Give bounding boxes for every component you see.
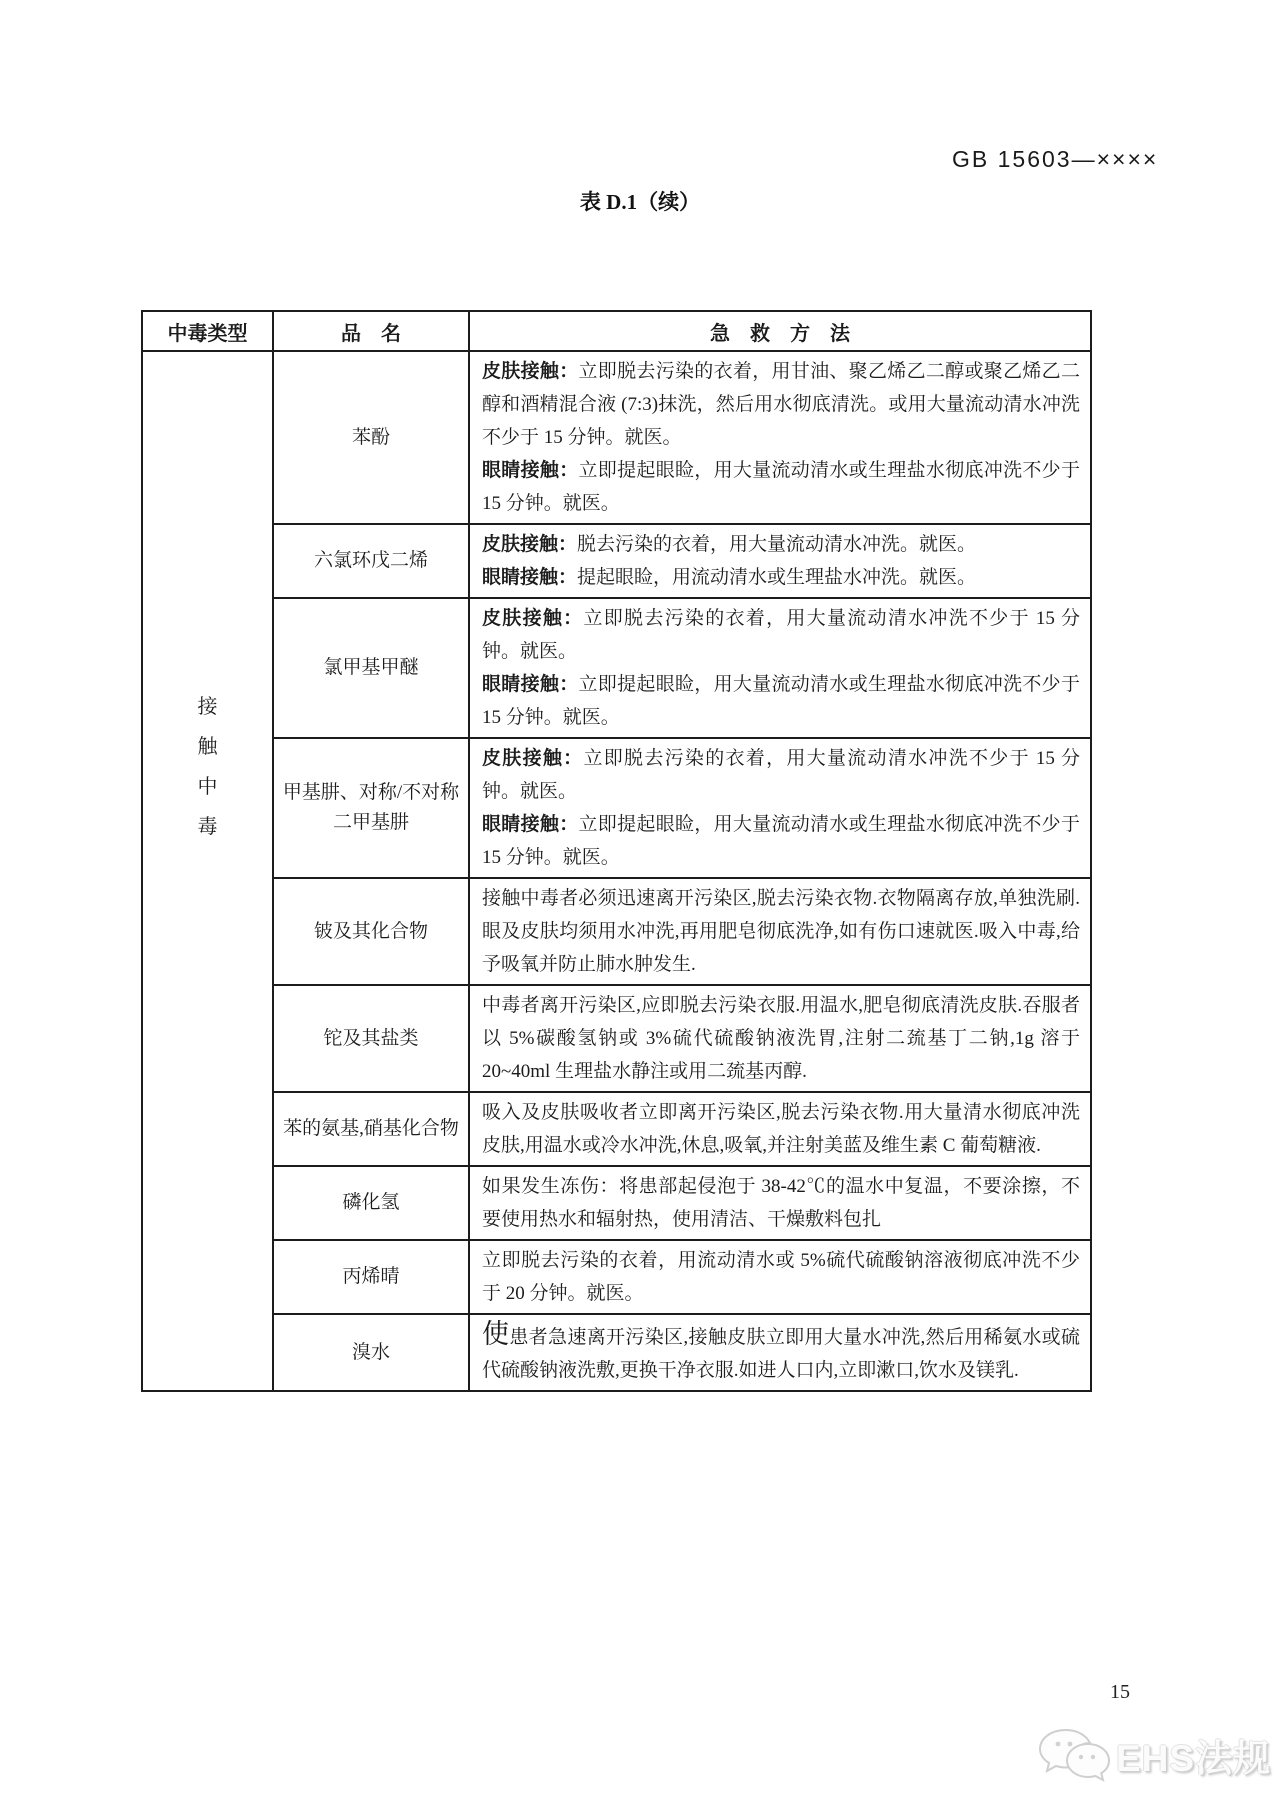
poison-table-body: [142, 351, 1091, 1391]
table-row: [142, 598, 1091, 738]
method-line: 眼睛接触：立即提起眼睑，用大量流动清水或生理盐水彻底冲洗不少于 15 分钟。就医。: [482, 674, 1080, 728]
table-row: [142, 1092, 1091, 1166]
poison-type-cell: [142, 351, 273, 1391]
substance-name: 磷化氢: [273, 1166, 469, 1240]
method-line: 接触中毒者必须迅速离开污染区,脱去污染衣物.衣物隔离存放,单独洗刷.眼及皮肤均须用水冲洗,再用肥皂彻底洗净,如有伤口速就医.吸入中毒,给予吸氧并防止肺水肿发生.: [482, 888, 1080, 975]
table-title: 表 D.1（续）: [579, 190, 701, 214]
wechat-icon: [1036, 1726, 1110, 1784]
method-line: 眼睛接触：提起眼睑，用流动清水或生理盐水冲洗。就医。: [482, 567, 977, 588]
first-aid-method: [469, 1166, 1091, 1240]
first-aid-method: [469, 351, 1091, 524]
first-aid-table: [141, 310, 1092, 1392]
method-line: 皮肤接触：立即脱去污染的衣着，用甘油、聚乙烯乙二醇或聚乙烯乙二醇和酒精混合液 (7:3)抹洗，然后用水彻底清洗。或用大量流动清水冲洗不少于 15 分钟。就医。: [482, 361, 1080, 448]
method-line: 眼睛接触：立即提起眼睑，用大量流动清水或生理盐水彻底冲洗不少于 15 分钟。就医。: [482, 814, 1080, 868]
first-aid-method: [469, 1314, 1091, 1391]
watermark-label: EHS法规: [1116, 1738, 1272, 1779]
poison-type-vertical-label: 接 触 中 毒: [197, 696, 218, 839]
method-line: 立即脱去污染的衣着，用流动清水或 5%硫代硫酸钠溶液彻底冲洗不少于 20 分钟。就医。: [482, 1250, 1080, 1304]
first-aid-method: [469, 1092, 1091, 1166]
header-first-aid-method: 急 救 方 法: [469, 311, 1091, 351]
method-line: 眼睛接触：立即提起眼睑，用大量流动清水或生理盐水彻底冲洗不少于 15 分钟。就医。: [482, 460, 1080, 514]
first-aid-method: [469, 524, 1091, 598]
table-row: [142, 524, 1091, 598]
method-line: 中毒者离开污染区,应即脱去污染衣服.用温水,肥皂彻底清洗皮肤.吞服者以 5%碳酸氢钠或 3%硫代硫酸钠液洗胃,注射二巯基丁二钠,1g 溶于 20~40ml 生理盐水静注或用二巯基丙醇.: [482, 995, 1080, 1082]
substance-name: 甲基肼、对称/不对称二甲基肼: [273, 738, 469, 878]
method-line: 皮肤接触：脱去污染的衣着，用大量流动清水冲洗。就医。: [482, 534, 977, 555]
table-header-row: [142, 311, 1091, 351]
method-line: 皮肤接触：立即脱去污染的衣着，用大量流动清水冲洗不少于 15 分钟。就医。: [482, 608, 1080, 662]
first-aid-method: [469, 598, 1091, 738]
header-poison-type: 中毒类型: [142, 311, 273, 351]
first-aid-method: [469, 1240, 1091, 1314]
table-row: [142, 1314, 1091, 1391]
substance-name: 溴水: [273, 1314, 469, 1391]
watermark: [1036, 1726, 1271, 1784]
method-line: 吸入及皮肤吸收者立即离开污染区,脱去污染衣物.用大量清水彻底冲洗皮肤,用温水或冷水冲洗,休息,吸氧,并注射美蓝及维生素 C 葡萄糖液.: [482, 1102, 1080, 1156]
substance-name: 丙烯晴: [273, 1240, 469, 1314]
standard-code: GB 15603—××××: [952, 146, 1159, 172]
substance-name: 苯的氨基,硝基化合物: [273, 1092, 469, 1166]
table-row: [142, 1240, 1091, 1314]
method-line: 如果发生冻伤：将患部起侵泡于 38-42℃的温水中复温，不要涂擦，不要使用热水和辐射热，使用清洁、干燥敷料包扎: [482, 1176, 1080, 1230]
table-row: [142, 1166, 1091, 1240]
header-substance-name: 品 名: [273, 311, 469, 351]
table-row: [142, 985, 1091, 1092]
substance-name: 苯酚: [273, 351, 469, 524]
table-row: [142, 738, 1091, 878]
page-number: 15: [1110, 1681, 1130, 1703]
first-aid-method: [469, 738, 1091, 878]
substance-name: 氯甲基甲醚: [273, 598, 469, 738]
substance-name: 六氯环戊二烯: [273, 524, 469, 598]
method-line: 皮肤接触：立即脱去污染的衣着，用大量流动清水冲洗不少于 15 分钟。就医。: [482, 748, 1080, 802]
method-line: 使患者急速离开污染区,接触皮肤立即用大量水冲洗,然后用稀氨水或硫代硫酸钠液洗敷,更换干净衣服.如进人口内,立即漱口,饮水及镁乳.: [482, 1319, 1080, 1381]
table-row: [142, 351, 1091, 524]
table-row: [142, 878, 1091, 985]
substance-name: 铍及其化合物: [273, 878, 469, 985]
substance-name: 铊及其盐类: [273, 985, 469, 1092]
first-aid-method: [469, 985, 1091, 1092]
first-aid-method: [469, 878, 1091, 985]
